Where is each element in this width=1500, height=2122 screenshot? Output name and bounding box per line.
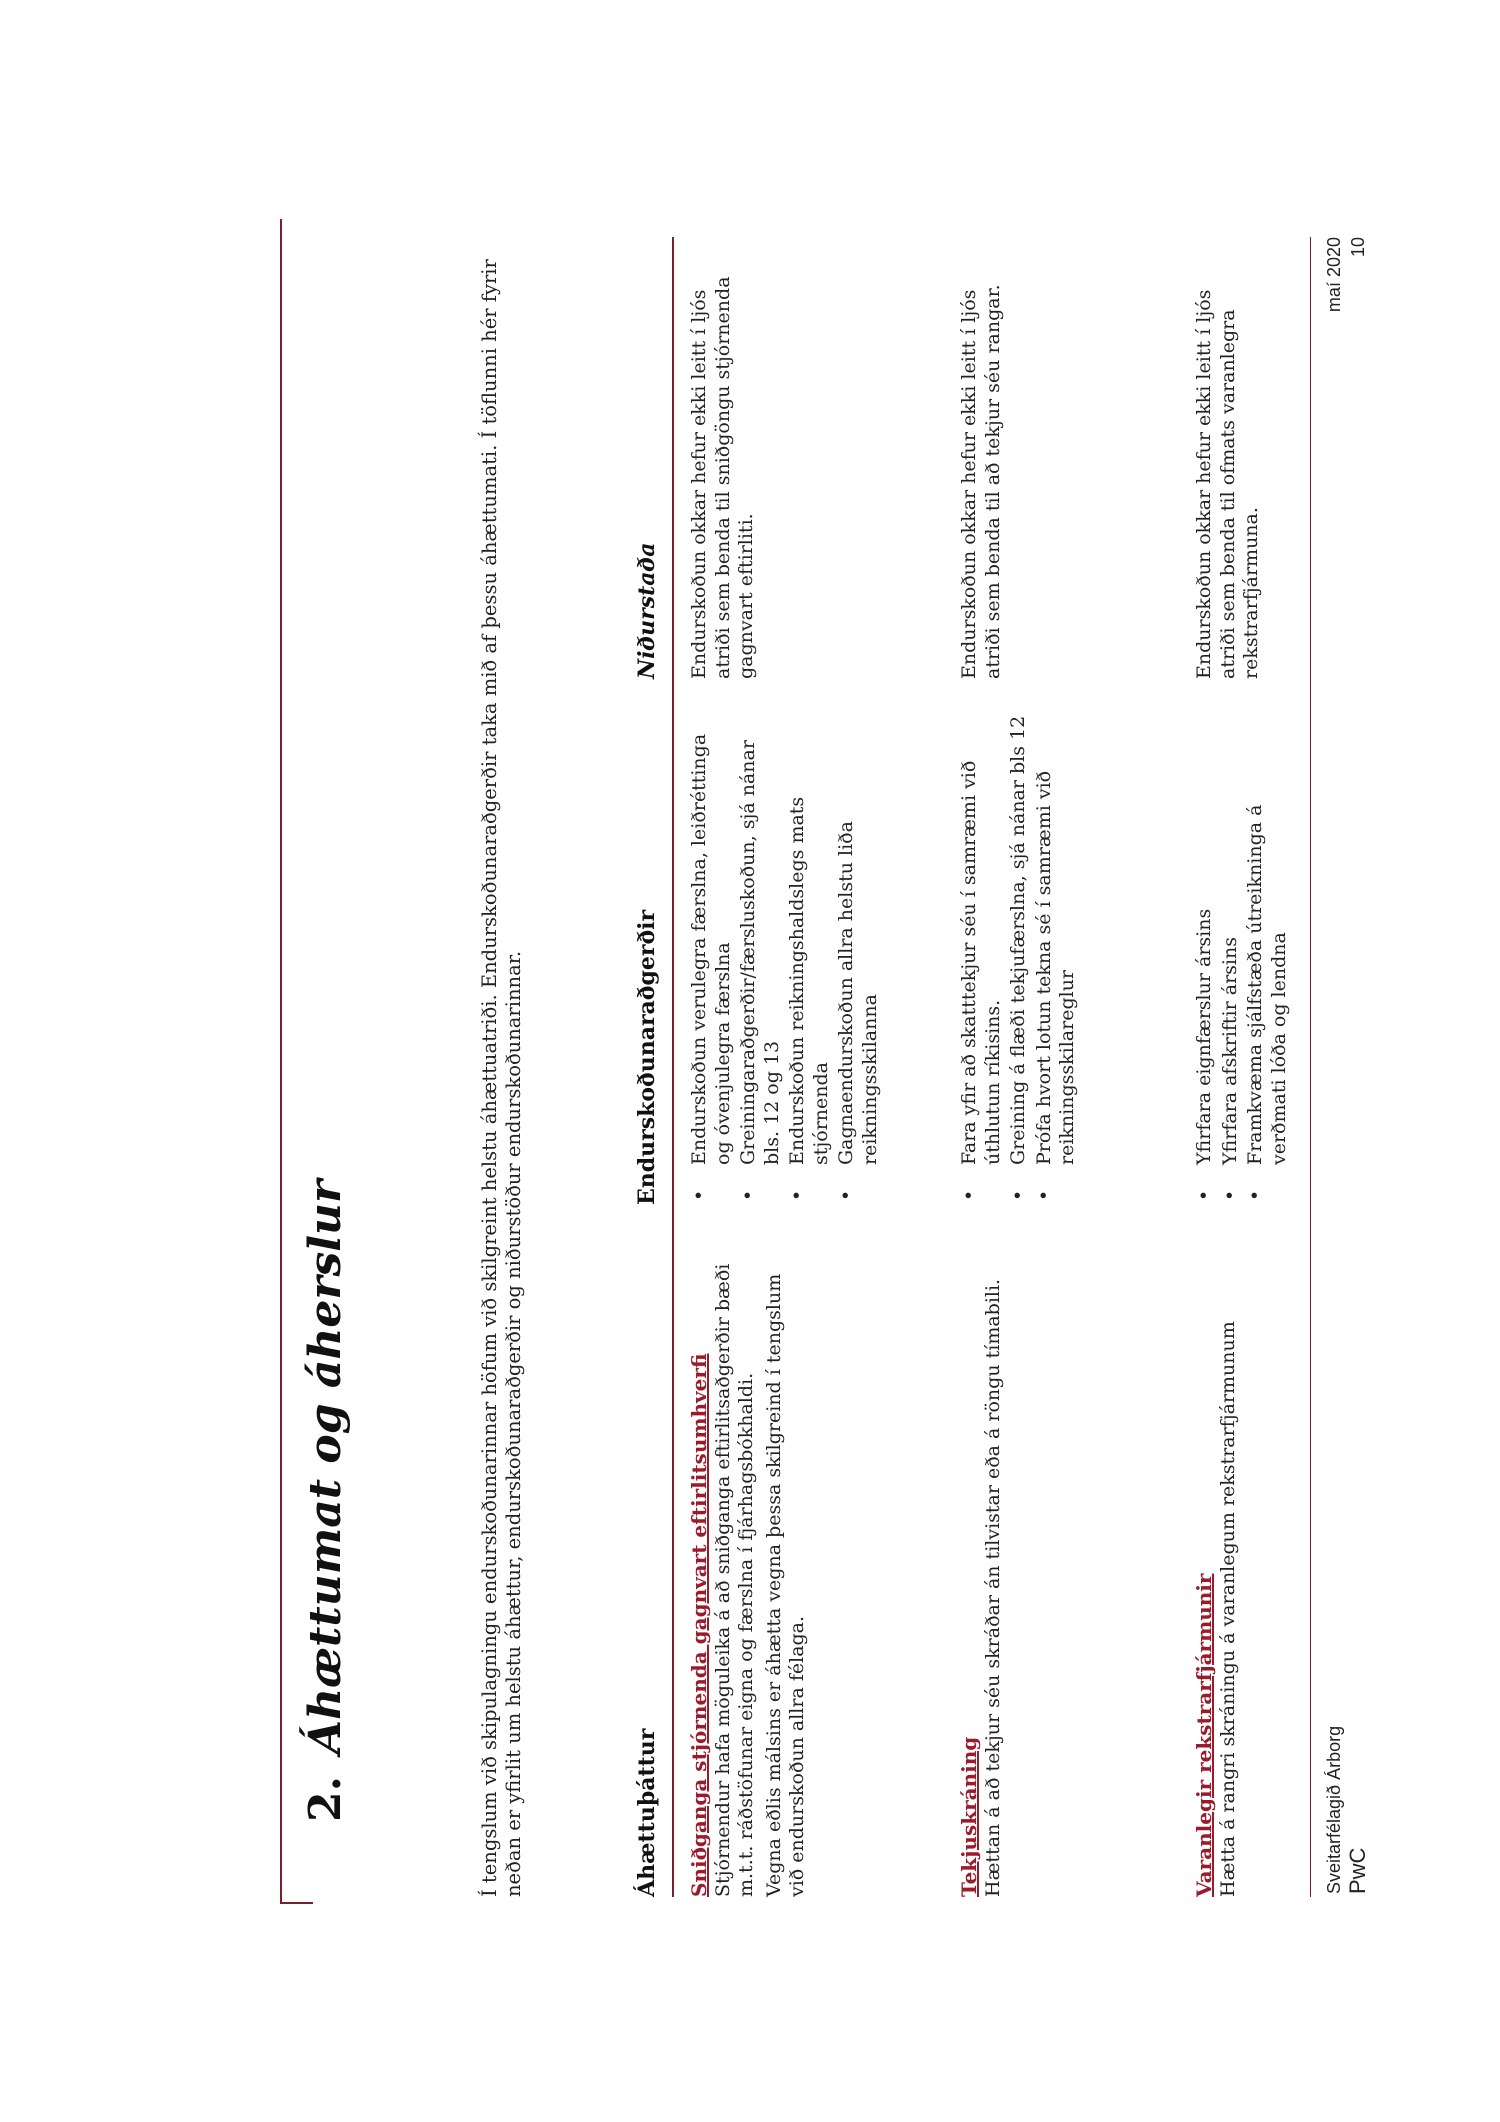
actions-cell [1193, 715, 1293, 1205]
footer-left [1322, 1726, 1370, 1894]
risk-title: Varanlegir rekstrarfjármunir [1192, 1573, 1216, 1897]
risk-description: Hætta á rangri skráningu á varanlegum rekstrarfjármunum [1216, 1321, 1239, 1897]
conclusion-cell: Endurskoðun okkar hefur ekki leitt í ljós atriði sem benda til ofmats varanlegra rekstrarfjármuna. [1193, 289, 1262, 679]
list-item: • Fara yfir að skatttekjur séu í samræmi við úthlutun ríkisins. [958, 760, 1004, 1201]
list-item: • Prófa hvort lotun tekna sé í samræmi við reikningsskilareglur [1032, 770, 1078, 1201]
table-row [688, 237, 958, 1897]
intro-paragraph: Í tengslum við skipulagningu endurskoðunarinnar höfum við skilgreint helstu áhættuatriði. Endurskoðunaraðgerðir taka mið af þessu áhættumati. Í töflunni hér fyrir neðan er yfirlit um helstu áhættur, endurskoðunaraðgerðir og niðurstöður endurskoðunarinnar. [478, 259, 525, 1897]
footer-client: Sveitarfélagið Árborg [1324, 1725, 1344, 1894]
table-row [1193, 237, 1333, 1897]
section-number: 2. [300, 1776, 351, 1822]
list-item: • Gagnaendurskoðun allra helstu liða reikningsskilanna [835, 821, 881, 1201]
list-item: • Greiningaraðgerðir/færsluskoðun, sjá nánar bls. 12 og 13 [737, 740, 783, 1201]
actions-cell [958, 715, 1082, 1205]
header-risk: Áhættuþáttur [634, 1728, 660, 1897]
list-item: • Endurskoðun reikningshaldslegs mats stjórnenda [786, 796, 832, 1201]
risk-title: Sniðganga stjórnenda gagnvart eftirlitsumhverfi [687, 1353, 711, 1897]
title-accent-bar [280, 1902, 313, 1904]
risk-title: Tekjuskráning [957, 1736, 981, 1897]
list-item: • Yfirfara afskriftir ársins [1218, 937, 1241, 1201]
risk-description: Vegna eðlis málsins er áhætta vegna þessa skilgreind í tengslum við endurskoðun allra félaga. [762, 1273, 808, 1897]
list-item: • Endurskoðun verulegra færslna, leiðréttinga og óvenjulegra færslna [688, 733, 734, 1201]
conclusion-cell: Endurskoðun okkar hefur ekki leitt í ljós atriði sem benda til að tekjur séu rangar. [958, 284, 1004, 679]
actions-cell [688, 715, 884, 1205]
section-heading [300, 1180, 351, 1822]
header-actions: Endurskoðunaraðgerðir [634, 909, 660, 1205]
list-item: • Framkvæma sjálfstæða útreikninga á verðmati lóða og lendna [1244, 804, 1290, 1201]
title-rule [280, 219, 282, 1904]
risk-cell [688, 1242, 814, 1897]
conclusion-cell: Endurskoðun okkar hefur ekki leitt í ljós atriði sem benda til sniðgöngu stjórnenda gagnvart eftirliti. [688, 276, 757, 679]
footer-right [1322, 237, 1370, 312]
risk-cell [1193, 1242, 1244, 1897]
risk-description: Stjórnendur hafa möguleika á að sniðganga eftirlitsaðgerðir bæði m.t.t. ráðstöfunar eigna og færslna í fjárhagsbókhaldi. [711, 1263, 757, 1897]
list-item: • Yfirfara eignfærslur ársins [1193, 908, 1215, 1201]
header-conclusion: Niðurstaða [634, 542, 660, 679]
risk-cell [958, 1242, 1009, 1897]
table-header-row [630, 237, 674, 1897]
table-row [958, 237, 1193, 1897]
risk-description: Hættan á að tekjur séu skráðar án tilvistar eða á röngu tímabili. [981, 1278, 1004, 1897]
section-title: Áhættumat og áherslur [300, 1179, 351, 1755]
page-number: 10 [1348, 237, 1368, 258]
footer-date: maí 2020 [1324, 237, 1344, 313]
footer-rule [1310, 237, 1311, 1897]
list-item: • Greining á flæði tekjufærslna, sjá nánar bls 12 [1007, 715, 1029, 1201]
risk-table [630, 237, 1333, 1897]
footer-firm: PwC [1345, 1847, 1370, 1894]
